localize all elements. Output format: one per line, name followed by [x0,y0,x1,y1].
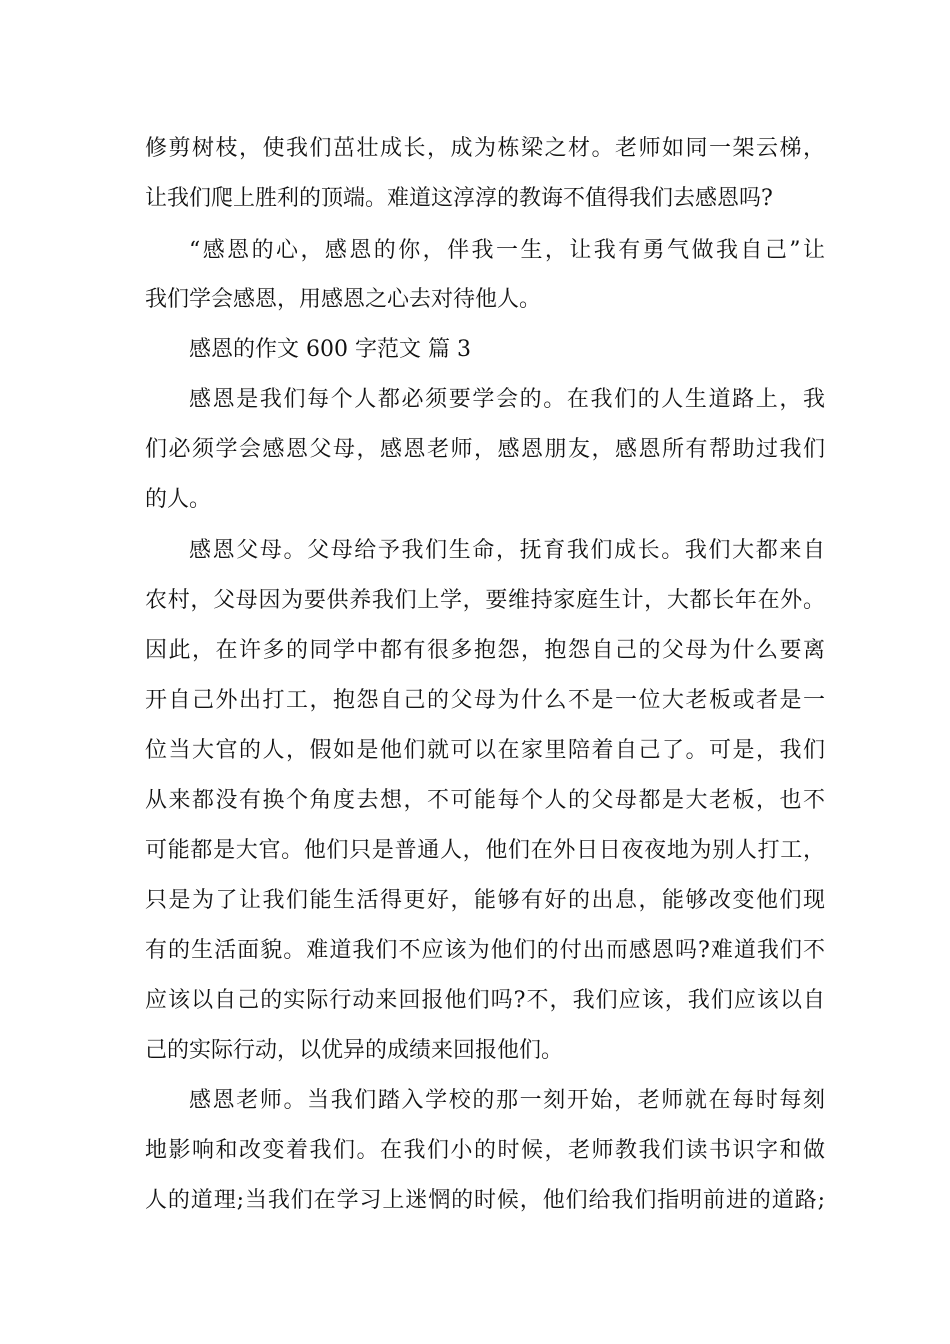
text-line: 感恩父母。父母给予我们生命，抚育我们成长。我们大都来自 [189,538,825,563]
text-line: 地影响和改变着我们。在我们小的时候，老师教我们读书识字和做 [145,1138,825,1163]
text-line: 感恩是我们每个人都必须要学会的。在我们的人生道路上，我 [189,387,825,412]
text-line: 只是为了让我们能生活得更好，能够有好的出息，能够改变他们现 [145,888,825,913]
text-line: “感恩的心，感恩的你，伴我一生，让我有勇气做我自己”让 [189,238,825,263]
section-heading: 感恩的作文 600 字范文 篇 3 [189,337,471,362]
text-line: 位当大官的人，假如是他们就可以在家里陪着自己了。可是，我们 [145,738,825,763]
text-line: 开自己外出打工，抱怨自己的父母为什么不是一位大老板或者是一 [145,688,825,713]
text-line: 人的道理;当我们在学习上迷惘的时候，他们给我们指明前进的道路; [145,1188,825,1213]
text-line: 应该以自己的实际行动来回报他们吗?不，我们应该，我们应该以自 [145,988,825,1013]
text-line: 让我们爬上胜利的顶端。难道这淳淳的教诲不值得我们去感恩吗? [145,186,773,211]
text-line: 感恩老师。当我们踏入学校的那一刻开始，老师就在每时每刻 [189,1088,825,1113]
text-line: 有的生活面貌。难道我们不应该为他们的付出而感恩吗?难道我们不 [145,938,825,963]
text-line: 农村，父母因为要供养我们上学，要维持家庭生计，大都长年在外。 [145,588,825,613]
text-line: 我们学会感恩，用感恩之心去对待他人。 [145,287,542,312]
text-line: 己的实际行动，以优异的成绩来回报他们。 [145,1038,564,1063]
text-line: 因此，在许多的同学中都有很多抱怨，抱怨自己的父母为什么要离 [145,638,825,663]
text-line: 的人。 [145,487,212,512]
text-line: 们必须学会感恩父母，感恩老师，感恩朋友，感恩所有帮助过我们 [145,437,825,462]
text-line: 可能都是大官。他们只是普通人，他们在外日日夜夜地为别人打工， [145,838,825,863]
text-line: 修剪树枝，使我们茁壮成长，成为栋梁之材。老师如同一架云梯， [145,136,825,161]
text-line: 从来都没有换个角度去想，不可能每个人的父母都是大老板，也不 [145,788,825,813]
